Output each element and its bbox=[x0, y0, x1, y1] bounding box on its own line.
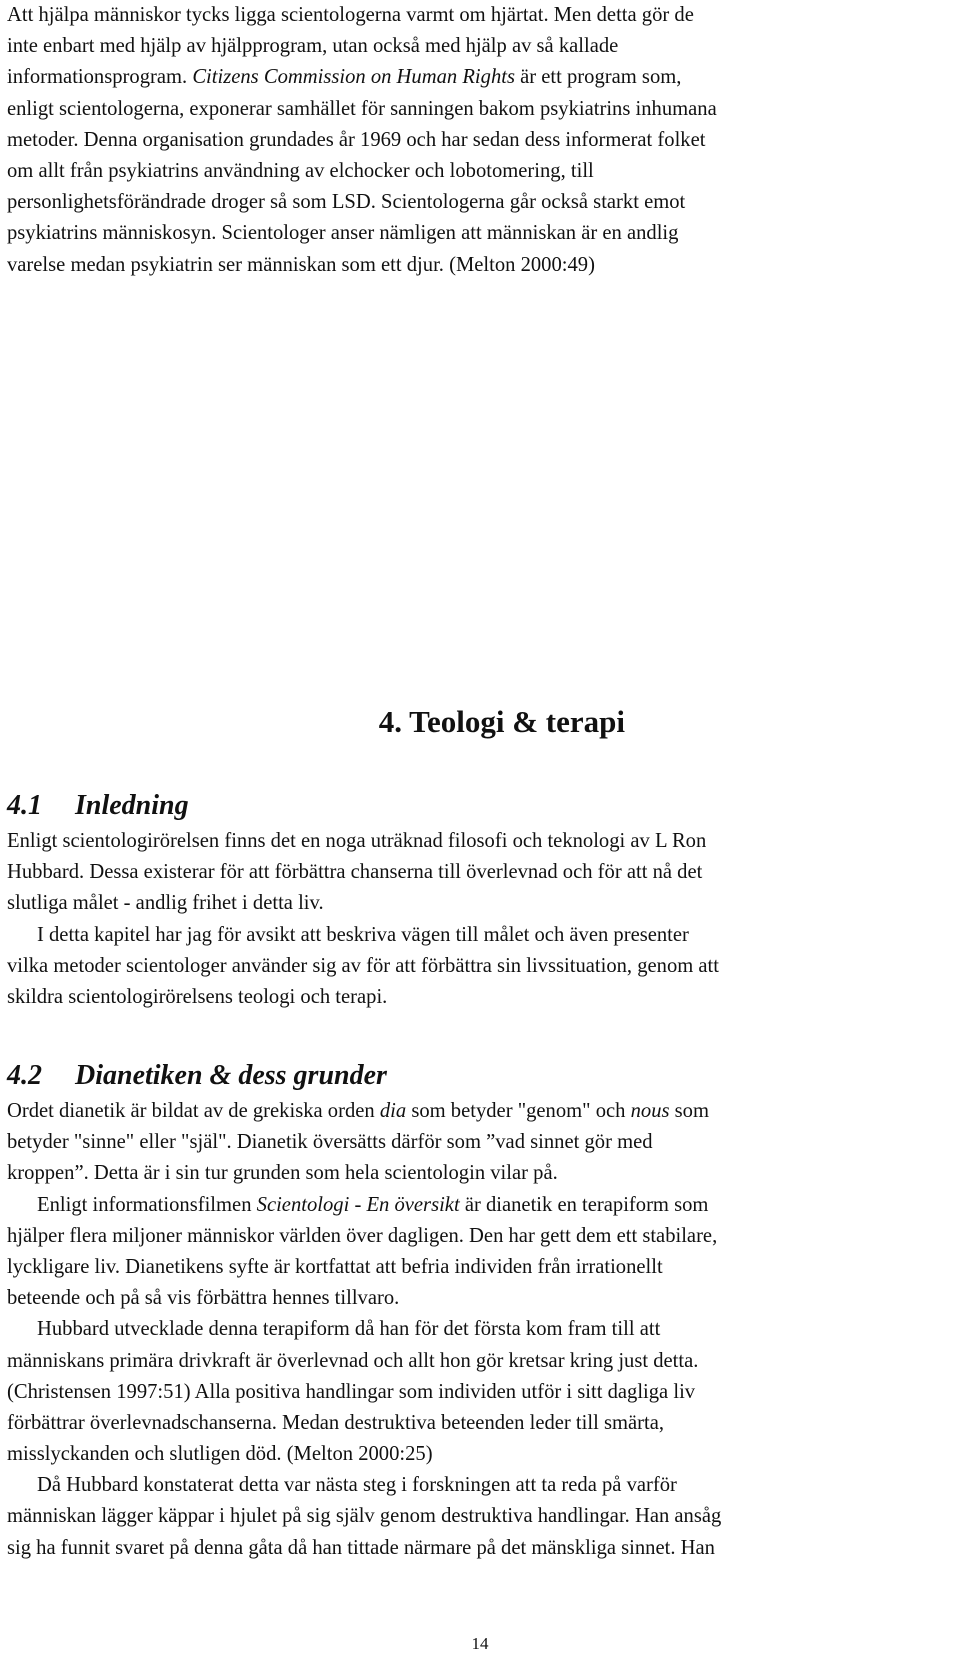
text-line: kroppen”. Detta är i sin tur grunden som hela scientologin vilar på. bbox=[7, 1162, 558, 1185]
section-heading-dianetiken bbox=[7, 1058, 387, 1094]
text-line: lyckligare liv. Dianetikens syfte är kortfattat att befria individen från irrationellt bbox=[7, 1255, 663, 1278]
paragraph bbox=[7, 920, 953, 1014]
text-line: vilka metoder scientologer använder sig av för att förbättra sin livssituation, genom att bbox=[7, 954, 720, 977]
text-line: Då Hubbard konstaterat detta var nästa steg i forskningen att ta reda på varför bbox=[37, 1474, 677, 1497]
chapter-heading: 4. Teologi & terapi bbox=[378, 704, 625, 739]
paragraph bbox=[7, 1096, 953, 1190]
section-number: 4.1 bbox=[7, 790, 42, 821]
text-line: skildra scientologirörelsens teologi och terapi. bbox=[7, 985, 388, 1008]
text-line: beteende och på så vis förbättra hennes tillvaro. bbox=[7, 1287, 400, 1310]
paragraph bbox=[7, 1314, 953, 1470]
section-heading-inledning bbox=[7, 788, 189, 824]
text-line: psykiatrins människosyn. Scientologer anser nämligen att människan är en andlig bbox=[7, 222, 679, 245]
section-number: 4.2 bbox=[7, 1060, 42, 1091]
text-line: metoder. Denna organisation grundades år 1969 och har sedan dess informerat folket bbox=[7, 128, 706, 151]
text-line: misslyckanden och slutligen död. (Melton 2000:25) bbox=[7, 1443, 433, 1466]
text-line: Att hjälpa människor tycks ligga scientologerna varmt om hjärtat. Men detta gör de bbox=[7, 4, 694, 26]
page-number: 14 bbox=[471, 1634, 489, 1653]
text-line: personlighetsförändrade droger så som LSD. Scientologerna går också starkt emot bbox=[7, 191, 686, 214]
text-line: Ordet dianetik är bildat av de grekiska orden dia som betyder "genom" och nous som bbox=[7, 1100, 709, 1122]
paragraph bbox=[7, 826, 953, 920]
text-line: informationsprogram. Citizens Commission on Human Rights är ett program som, bbox=[7, 66, 682, 89]
text-line: Hubbard. Dessa existerar för att förbättra chanserna till överlevnad och för att nå det bbox=[7, 861, 703, 884]
text-line: sig ha funnit svaret på denna gåta då han tittade närmare på det mänskliga sinnet. Han bbox=[7, 1536, 715, 1559]
text-line: slutliga målet - andlig frihet i detta liv. bbox=[7, 892, 324, 915]
text-line: Enligt informationsfilmen Scientologi - En översikt är dianetik en terapiform som bbox=[37, 1193, 709, 1216]
text-line: om allt från psykiatrins användning av elchocker och lobotomering, till bbox=[7, 159, 594, 182]
text-line: Enligt scientologirörelsen finns det en noga uträknad filosofi och teknologi av L Ron bbox=[7, 830, 707, 852]
section-body-inledning bbox=[7, 826, 953, 1013]
text-line: (Christensen 1997:51) Alla positiva handlingar som individen utför i sitt dagliga liv bbox=[7, 1380, 696, 1403]
text-line: förbättrar överlevnadschanserna. Medan destruktiva beteenden leder till smärta, bbox=[7, 1411, 665, 1434]
text-line: människan lägger käppar i hjulet på sig själv genom destruktiva handlingar. Han ansåg bbox=[7, 1505, 722, 1528]
text-line: enligt scientologerna, exponerar samhället för sanningen bakom psykiatrins inhumana bbox=[7, 97, 717, 120]
text-line: människans primära drivkraft är överlevnad och allt hon gör kretsar kring just detta. bbox=[7, 1349, 699, 1372]
section-title: Dianetiken & dess grunder bbox=[75, 1060, 387, 1091]
text-line: betyder "sinne" eller "själ". Dianetik översätts därför som ”vad sinnet gör med bbox=[7, 1131, 653, 1154]
paragraph bbox=[7, 1470, 953, 1564]
text-line: I detta kapitel har jag för avsikt att beskriva vägen till målet och även presenter bbox=[37, 923, 689, 946]
section-title: Inledning bbox=[75, 790, 189, 821]
text-line: varelse medan psykiatrin ser människan som ett djur. (Melton 2000:49) bbox=[7, 253, 595, 276]
text-line: inte enbart med hjälp av hjälpprogram, utan också med hjälp av så kallade bbox=[7, 35, 619, 58]
text-line: Hubbard utvecklade denna terapiform då han för det första kom fram till att bbox=[37, 1318, 661, 1341]
paragraph bbox=[7, 1190, 953, 1315]
section-body-dianetiken bbox=[7, 1096, 953, 1564]
text-line: hjälper flera miljoner människor världen över dagligen. Den har gett dem ett stabilare, bbox=[7, 1224, 718, 1247]
top-paragraph bbox=[7, 0, 953, 281]
